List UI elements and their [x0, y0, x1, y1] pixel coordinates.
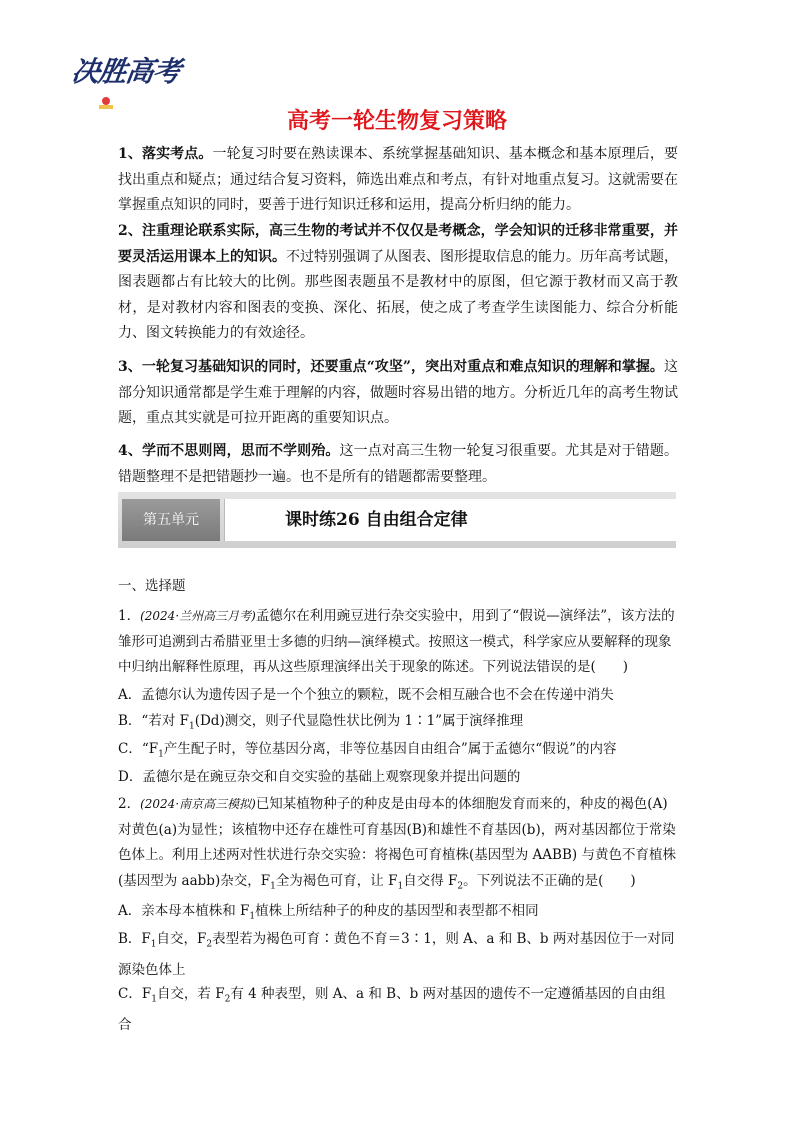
strategy-item-3: 3、一轮复习基础知识的同时，还要重点“攻坚”，突出对重点和难点知识的理解和掌握。这部分知识通常都是学生难于理解的内容，做题时容易出错的地方。分析近几年的高考生物试题，重点其实就是可拉开距离的重要知识点。	[118, 359, 678, 426]
question-1-option-b: B．“若对 $F_1(Dd)$测交，则子代显隐性状比例为 1∶1”属于演绎推理	[118, 713, 524, 732]
question-2-option-a: A．亲本母本植株和 $F_1$植株上所结种子的种皮的基因型和表型都不相同	[118, 903, 539, 922]
strategy-item-1: 1、落实考点。一轮复习时要在熟读课本、系统掌握基础知识、基本概念和基本原理后，要找出重点和疑点；通过结合复习资料，筛选出难点和考点，有针对地重点复习。这就需要在掌握重点知识的同时，要善于进行知识迁移和运用，提高分析归纳的能力。	[118, 146, 679, 213]
question-1-stem: 1．(2024·兰州高三月考)孟德尔在利用豌豆进行杂交实验中，用到了“假说—演绎法”，该方法的雏形可追溯到古希腊亚里士多德的归纳—演绎模式。按照这一模式，科学家应从要解释的现象中归纳出解释性原理，再从这些原理演绎出关于现象的陈述。下列说法错误的是( )	[118, 608, 675, 676]
lesson-title: 课时练26 自由组合定律	[285, 510, 468, 530]
page-title: 高考一轮生物复习策略	[286, 109, 507, 134]
logo-text: 决胜高考	[69, 55, 183, 88]
question-1-option-a: A．孟德尔认为遗传因子是一个个独立的颗粒，既不会相互融合也不会在传递中消失	[118, 687, 614, 703]
strategy-item-2: 2、注重理论联系实际，高三生物的考试并不仅仅是考概念，学会知识的迁移非常重要，并要灵活运用课本上的知识。不过特别强调了从图表、图形提取信息的能力。历年高考试题，图表题都占有比较大的比例。那些图表题虽不是教材中的原图，但它源于教材而又高于教材，是对教材内容和图表的变换、深化、拓展，使之成了考查学生读图能力、综合分析能力、图文转换能力的有效途径。	[118, 223, 678, 341]
lesson-banner	[118, 492, 676, 548]
question-2-option-c: C．$F_1$自交，若 $F_2$有 4 种表型，则 A、a 和 B、b 两对基因的遗传不一定遵循基因的自由组合	[118, 986, 666, 1034]
question-1-option-c: C．“$F_1$产生配子时，等位基因分离，非等位基因自由组合”属于孟德尔“假说”的内容	[118, 741, 617, 760]
question-1-option-d: D．孟德尔是在豌豆杂交和自交实验的基础上观察现象并提出问题的	[118, 769, 521, 785]
question-2-option-b: B．$F_1$自交，$F_2$表型若为褐色可育∶黄色不育＝3∶1，则 A、a 和 B、b 两对基因位于一对同源染色体上	[118, 931, 675, 979]
question-2-stem: 2．(2024·南京高三模拟)已知某植物种子的种皮是由母本的体细胞发育而来的，种皮的褐色(A)对黄色(a)为显性；该植物中还存在雄性可育基因(B)和雄性不育基因(b)，两对基因都位于常染色体上。利用上述两对性状进行杂交实验：将褐色可育植株(基因型为 AABB) 与黄色不育植株(基因型为 aabb)杂交，$F_1$全为褐色可育，让 $F_1$自交得 $F_2$。下列说法不正确的是( )	[118, 796, 676, 892]
strategy-item-4: 4、学而不思则罔，思而不学则殆。这一点对高三生物一轮复习很重要。尤其是对于错题。错题整理不是把错题抄一遍。也不是所有的错题都需要整理。	[118, 443, 678, 485]
section-heading: 一、选择题	[118, 578, 186, 594]
lesson-title-box	[224, 499, 676, 541]
unit-label: 第五单元	[122, 499, 220, 541]
